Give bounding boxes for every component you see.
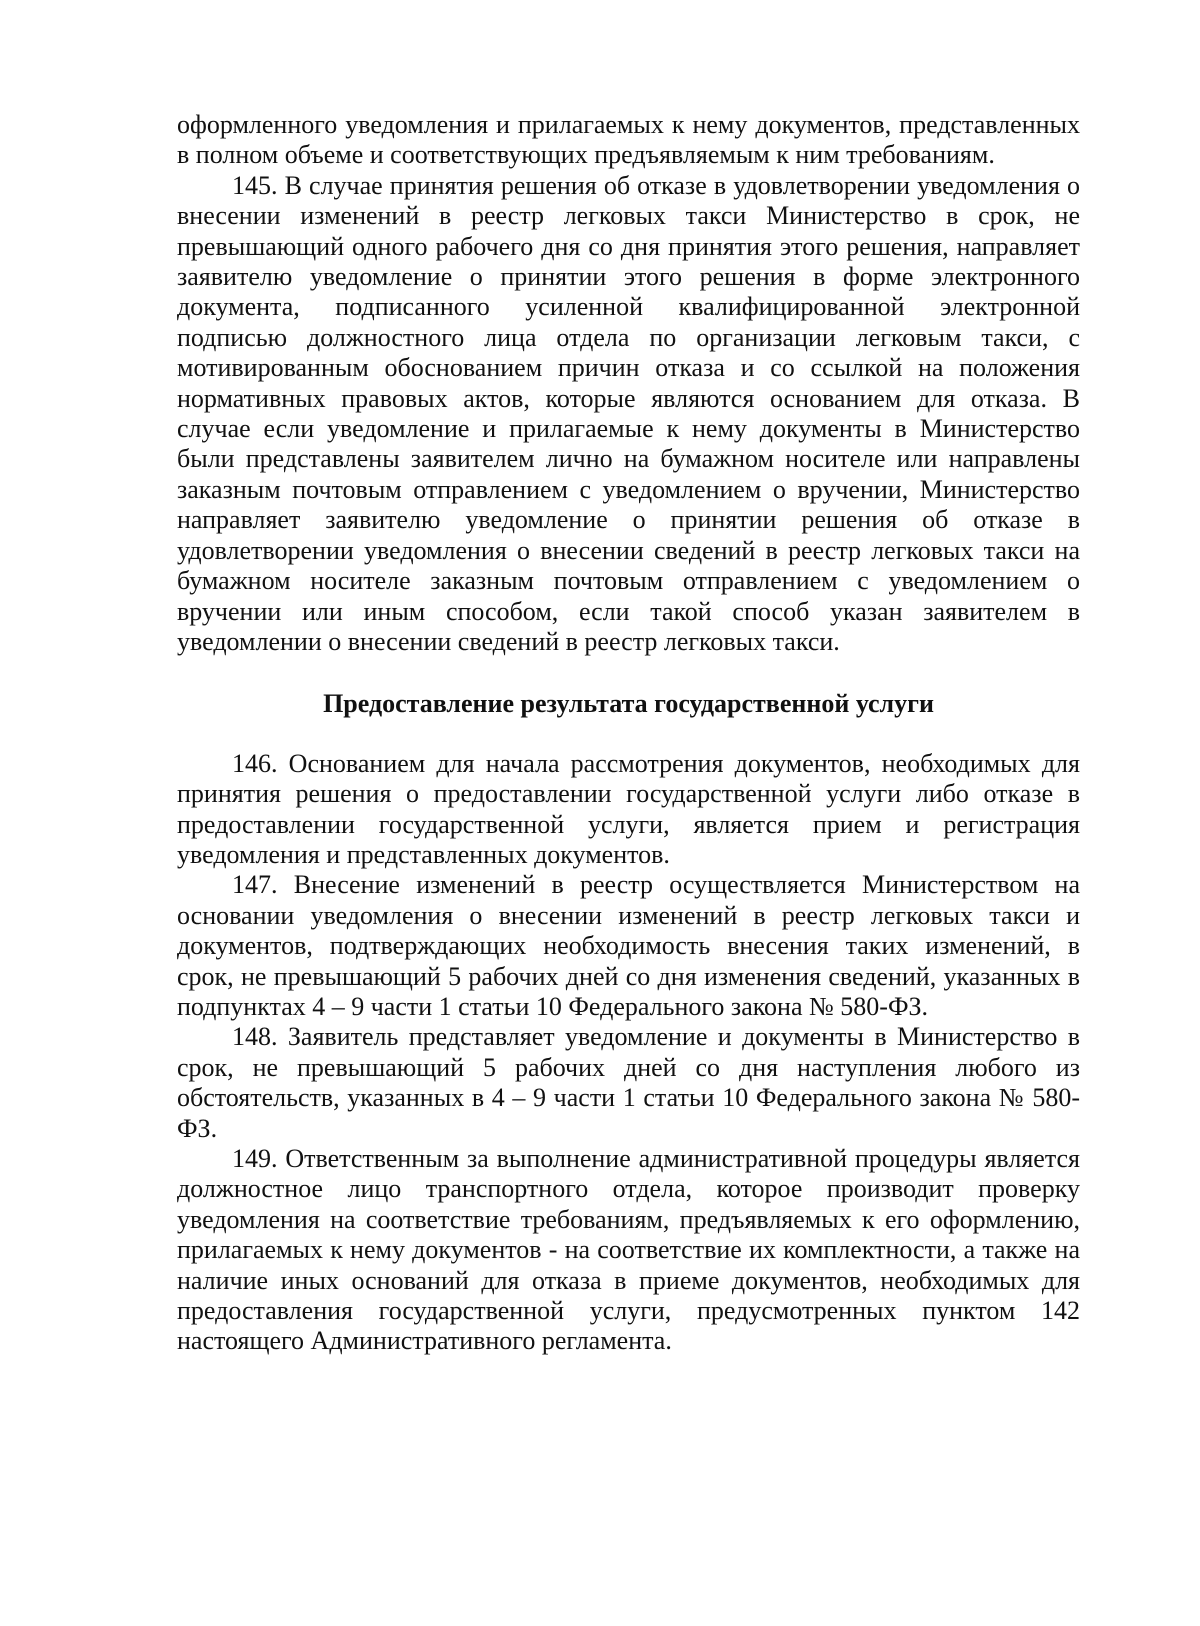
paragraph-147: 147. Внесение изменений в реестр осуществляется Министерством на основании уведомления о внесении изменений в реестр легковых такси и документов, подтверждающих необходимость внесения таких изменений, в срок, не превышающий 5 рабочих дней со дня изменения сведений, указанных в подпунктах 4 – 9 части 1 статьи 10 Федерального закона № 580-ФЗ.	[177, 870, 1080, 1021]
paragraph-146: 146. Основанием для начала рассмотрения документов, необходимых для принятия решения о предоставлении государственной услуги либо отказе в предоставлении государственной услуги, является прием и регистрация уведомления и представленных документов.	[177, 748, 1080, 869]
section-heading: Предоставление результата государственной услуги	[323, 689, 934, 719]
paragraph-148: 148. Заявитель представляет уведомление и документы в Министерство в срок, не превышающий 5 рабочих дней со дня наступления любого из обстоятельств, указанных в 4 – 9 части 1 статьи 10 Федерального закона № 580-ФЗ.	[177, 1022, 1080, 1143]
paragraph-149: 149. Ответственным за выполнение административной процедуры является должностное лицо транспортного отдела, которое производит проверку уведомления на соответствие требованиям, предъявляемых к его оформлению, прилагаемых к нему документов - на соответствие их комплектности, а также на наличие иных оснований для отказа в приеме документов, необходимых для предоставления государственной услуги, предусмотренных пунктом 142 настоящего Административного регламента.	[177, 1144, 1080, 1356]
paragraph-145: 145. В случае принятия решения об отказе в удовлетворении уведомления о внесении изменений в реестр легковых такси Министерство в срок, не превышающий одного рабочего дня со дня принятия этого решения, направляет заявителю уведомление о принятии этого решения в форме электронного документа, подписанного усиленной квалифицированной электронной подписью должностного лица отдела по организации легковым такси, с мотивированным обоснованием причин отказа и со ссылкой на положения нормативных правовых актов, которые являются основанием для отказа. В случае если уведомление и прилагаемые к нему документы в Министерство были представлены заявителем лично на бумажном носителе или направлены заказным почтовым отправлением с уведомлением о вручении, Министерство направляет заявителю уведомление о принятии решения об отказе в удовлетворении уведомления о внесении сведений в реестр легковых такси на бумажном носителе заказным почтовым отправлением с уведомлением о вручении или иным способом, если такой способ указан заявителем в уведомлении о внесении сведений в реестр легковых такси.	[177, 170, 1080, 656]
paragraph-continuation: оформленного уведомления и прилагаемых к нему документов, представленных в полном объеме и соответствующих предъявляемым к ним требованиям.	[177, 110, 1080, 170]
document-body	[177, 110, 1080, 1357]
